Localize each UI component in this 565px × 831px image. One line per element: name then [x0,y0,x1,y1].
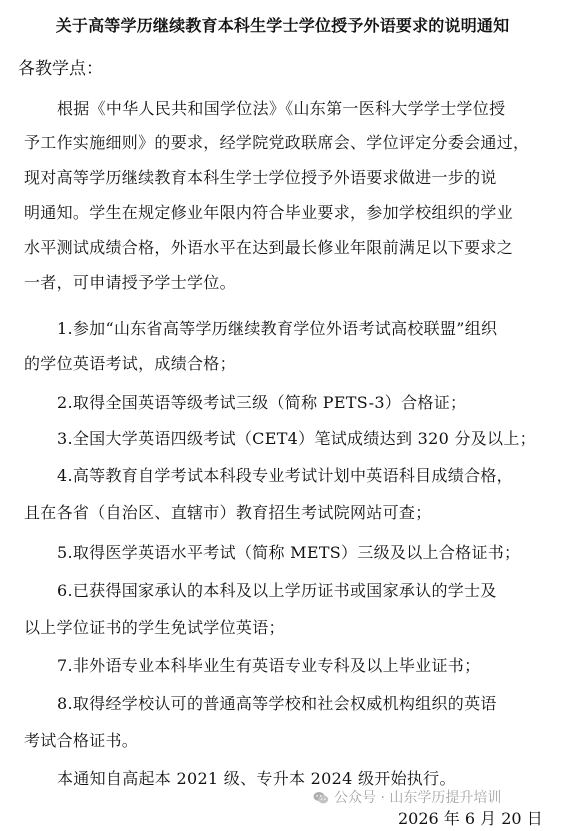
notice-title: 关于高等学历继续教育本科生学士学位授予外语要求的说明通知 [55,16,510,35]
paragraph-line: 现对高等学历继续教育本科生学士学位授予外语要求做进一步的说 [24,168,497,187]
requirement-line: 考试合格证书。 [24,731,139,750]
notice-date: 2026 年 6 月 20 日 [398,809,543,828]
wechat-icon [312,789,330,807]
paragraph-line: 予工作实施细则》的要求，经学院党政联席会、学位评定分委会通过， [24,133,530,152]
wechat-watermark [312,789,501,807]
paragraph-line: 根据《中华人民共和国学位法》《山东第一医科大学学士学位授 [57,99,506,118]
requirement-line: 的学位英语考试，成绩合格； [24,354,236,373]
paragraph-line: 一者，可申请授予学士学位。 [24,273,236,292]
paragraph-line: 水平测试成绩合格，外语水平在达到最长修业年限前满足以下要求之 [24,238,514,257]
requirement-line: 7.非外语专业本科毕业生有英语专业专科及以上毕业证书； [57,656,481,675]
requirement-line: 6.已获得国家承认的本科及以上学历证书或国家承认的学士及 [57,581,497,600]
closing-line: 本通知自高起本 2021 级、专升本 2024 级开始执行。 [57,769,456,788]
requirement-line: 1.参加“山东省高等学历继续教育学位外语考试高校联盟”组织 [57,319,498,338]
requirement-line: 8.取得经学校认可的普通高等学校和社会权威机构组织的英语 [57,694,497,713]
requirement-line: 5.取得医学英语水平考试（简称 METS）三级及以上合格证书； [57,543,521,562]
requirement-line: 以上学位证书的学生免试学位英语； [24,618,285,637]
paragraph-line: 明通知。学生在规定修业年限内符合毕业要求，参加学校组织的学业 [24,203,514,222]
requirement-line: 3.全国大学英语四级考试（CET4）笔试成绩达到 320 分及以上； [57,429,536,448]
requirement-line: 且在各省（自治区、直辖市）教育招生考试院网站可查； [24,503,432,522]
salutation: 各教学点： [18,59,103,79]
watermark-text: 公众号 · 山东学历提升培训 [334,790,502,806]
requirement-line: 2.取得全国英语等级考试三级（简称 PETS-3）合格证； [57,393,467,412]
requirement-line: 4.高等教育自学考试本科段专业考试计划中英语科目成绩合格， [57,466,513,485]
